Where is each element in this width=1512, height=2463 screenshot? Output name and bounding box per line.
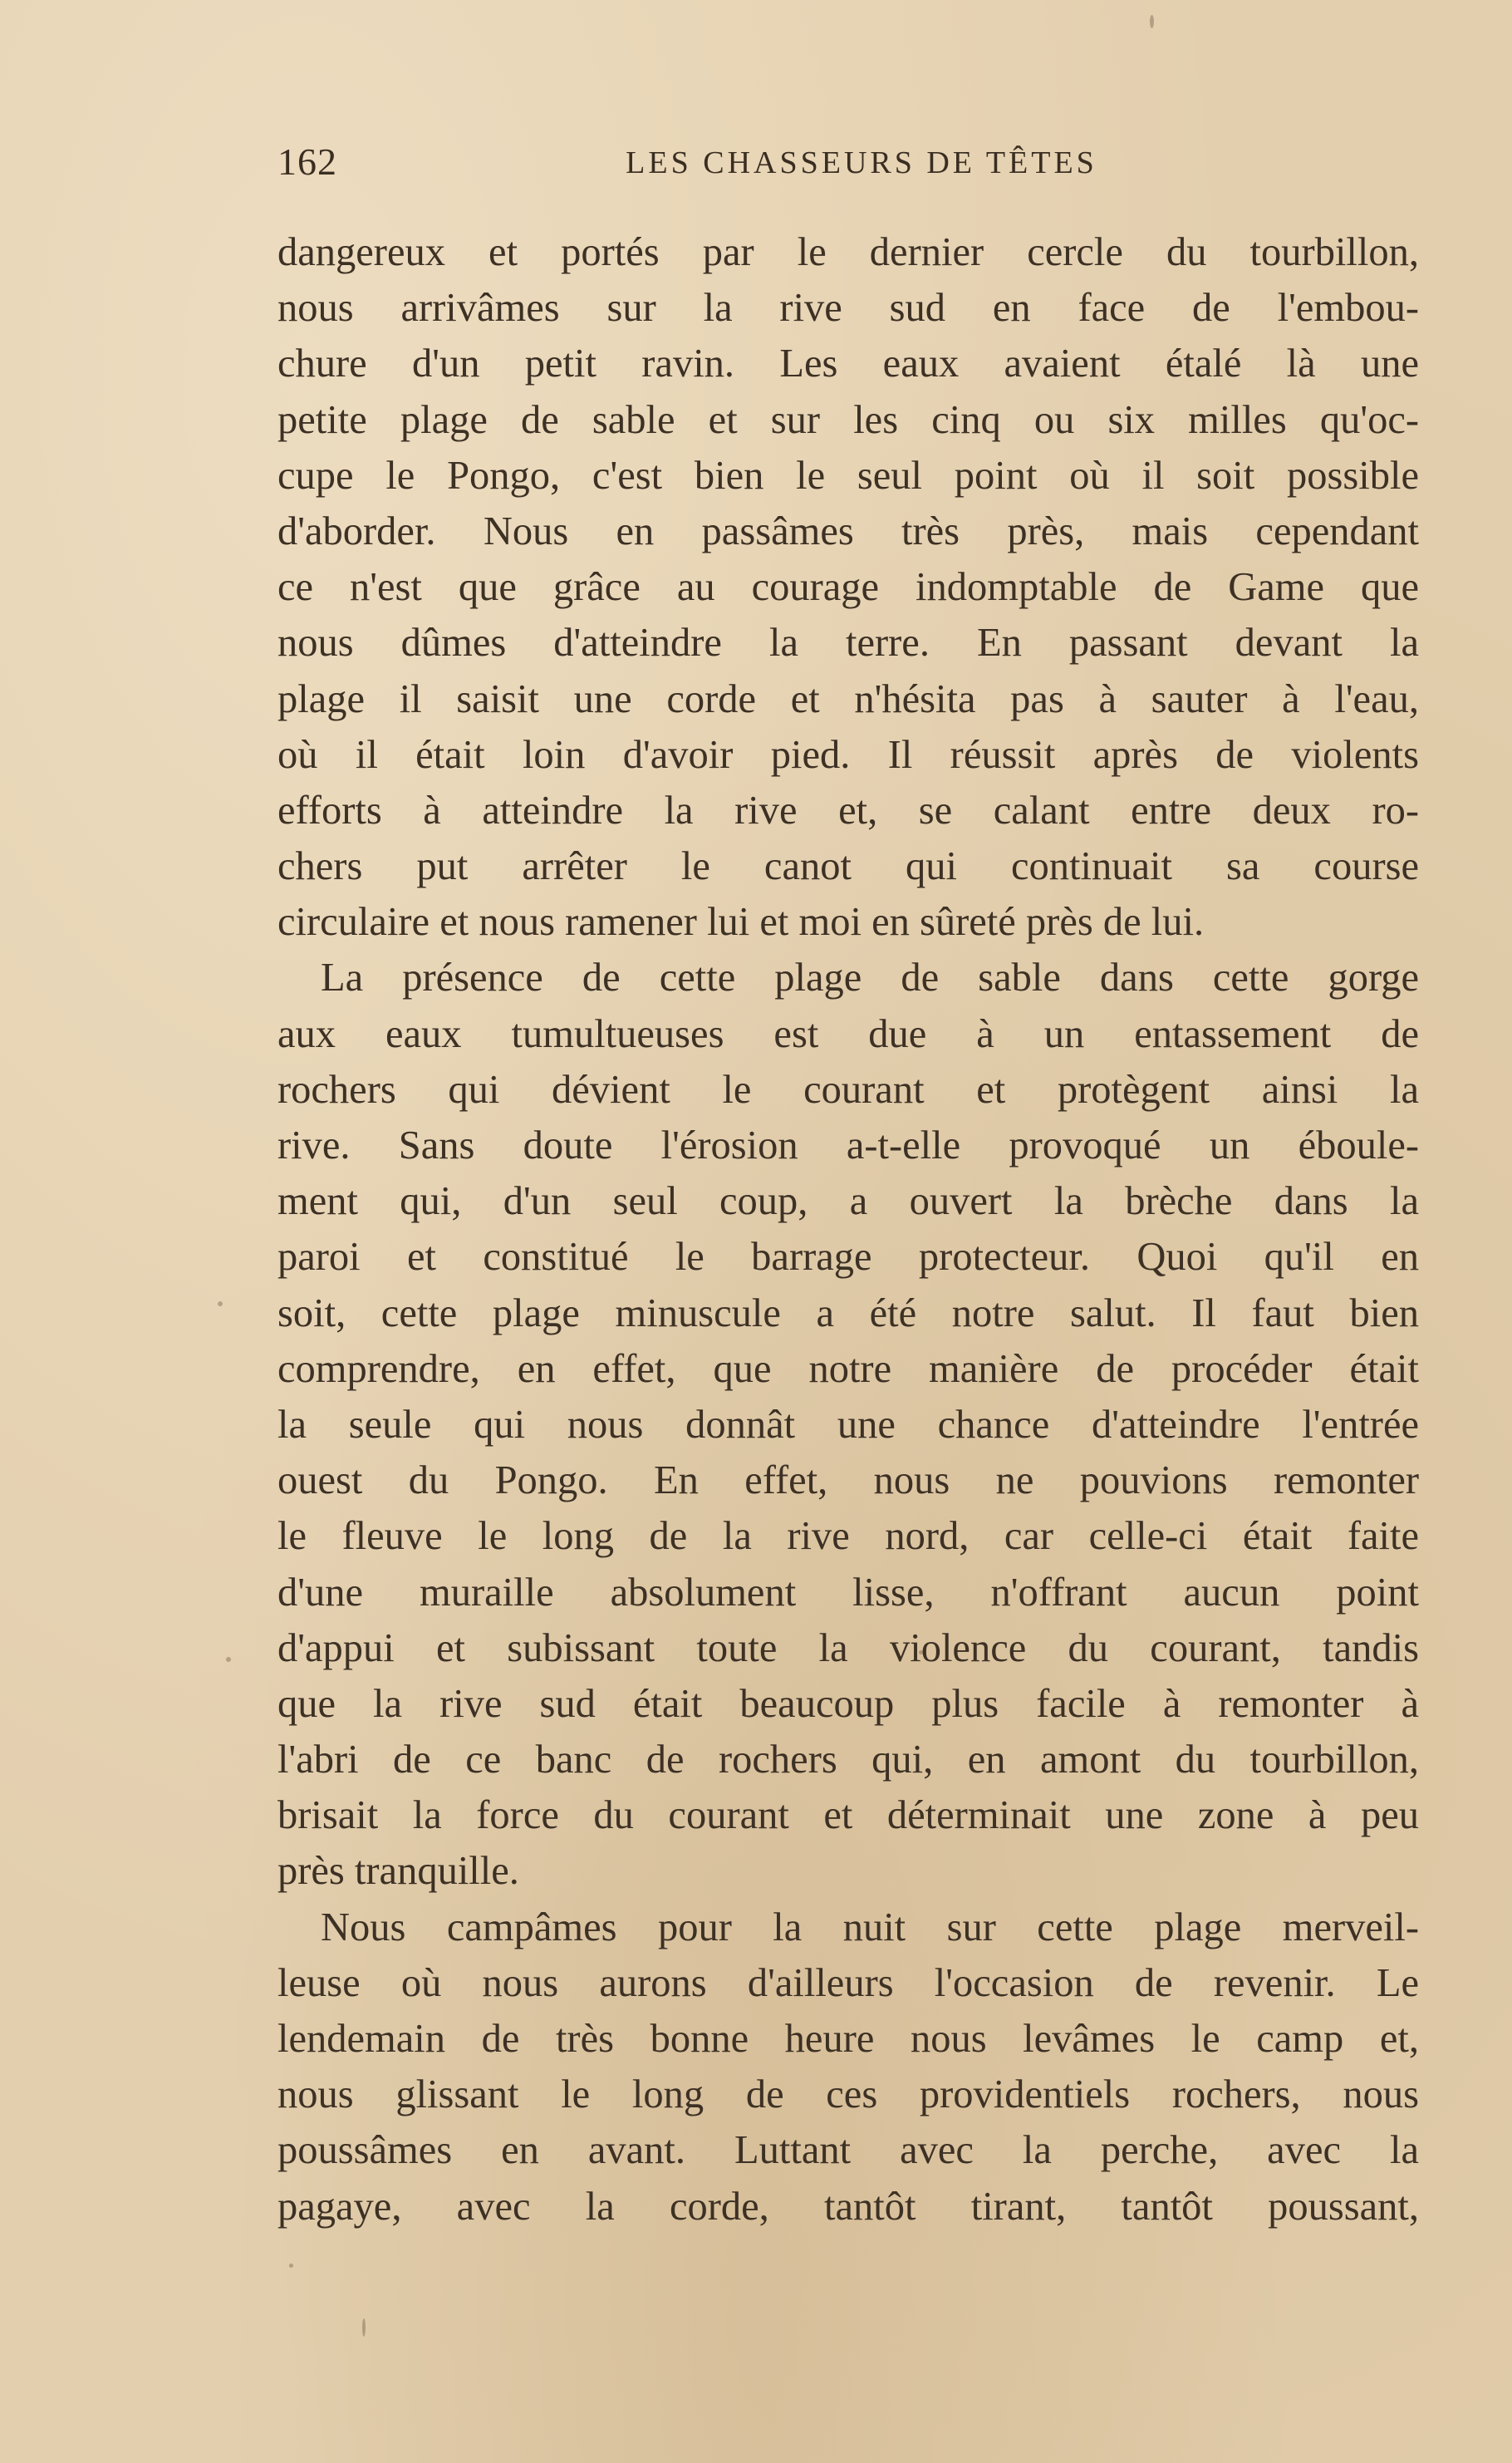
text-line: nous arrivâmes sur la rive sud en face de l'embou- [277, 286, 1419, 331]
paper-speck [919, 1650, 923, 1654]
paragraph-start-line: La présence de cette plage de sable dans cette gorge [321, 956, 1419, 1000]
text-line: le fleuve le long de la rive nord, car celle-ci était faite [277, 1514, 1419, 1559]
body-text [277, 224, 1419, 2234]
text-line: soit, cette plage minuscule a été notre salut. Il faut bien [277, 1290, 1419, 1335]
text-line: plage il saisit une corde et n'hésita pas à sauter à l'eau, [277, 676, 1419, 721]
text-line: ouest du Pongo. En effet, nous ne pouvions remonter [277, 1458, 1419, 1503]
text-line: cupe le Pongo, c'est bien le seul point où il soit possible [277, 453, 1419, 498]
paper-speck [226, 1657, 231, 1662]
text-line: paroi et constitué le barrage protecteur. Quoi qu'il en [277, 1235, 1419, 1280]
text-line: circulaire et nous ramener lui et moi en sûreté près de lui. [277, 900, 1205, 945]
paper-speck [289, 2264, 293, 2268]
text-line: aux eaux tumultueuses est due à un entassement de [277, 1011, 1419, 1056]
text-line: l'abri de ce banc de rochers qui, en amont du tourbillon, [277, 1738, 1419, 1782]
page-header [277, 140, 1429, 198]
text-line: que la rive sud était beaucoup plus facile à remonter à [277, 1681, 1419, 1726]
paper-speck [218, 1301, 223, 1306]
text-line: où il était loin d'avoir pied. Il réussit après de violents [277, 732, 1419, 777]
text-line: efforts à atteindre la rive et, se calant entre deux ro- [277, 788, 1419, 833]
text-line: lendemain de très bonne heure nous levâmes le camp et, [277, 2017, 1419, 2061]
text-line: chure d'un petit ravin. Les eaux avaient étalé là une [277, 342, 1419, 386]
running-title: LES CHASSEURS DE TÊTES [626, 145, 1097, 180]
text-line: d'aborder. Nous en passâmes très près, mais cependant [277, 509, 1419, 553]
text-line: dangereux et portés par le dernier cercle du tourbillon, [277, 230, 1419, 274]
text-line: la seule qui nous donnât une chance d'atteindre l'entrée [277, 1402, 1419, 1447]
text-line: leuse où nous aurons d'ailleurs l'occasion de revenir. Le [277, 1960, 1419, 2005]
text-line: comprendre, en effet, que notre manière de procéder était [277, 1346, 1419, 1391]
text-line: nous dûmes d'atteindre la terre. En passant devant la [277, 621, 1419, 666]
page-number: 162 [277, 140, 337, 183]
text-line: nous glissant le long de ces providentiels rochers, nous [277, 2072, 1419, 2117]
text-line: rive. Sans doute l'érosion a-t-elle provoqué un éboule- [277, 1123, 1419, 1168]
paragraph-start-line: Nous campâmes pour la nuit sur cette plage merveil- [321, 1905, 1419, 1949]
paper-speck [1150, 15, 1154, 28]
text-line: rochers qui dévient le courant et protègent ainsi la [277, 1067, 1419, 1112]
text-line: près tranquille. [277, 1849, 519, 1894]
text-line: d'appui et subissant toute la violence du courant, tandis [277, 1625, 1419, 1670]
text-line: ce n'est que grâce au courage indomptable de Game que [277, 565, 1419, 610]
text-line: brisait la force du courant et déterminait une zone à peu [277, 1793, 1419, 1838]
text-line: chers put arrêter le canot qui continuait sa course [277, 844, 1419, 889]
text-line: petite plage de sable et sur les cinq ou six milles qu'oc- [277, 397, 1419, 442]
text-line: d'une muraille absolument lisse, n'offrant aucun point [277, 1570, 1419, 1615]
text-line: poussâmes en avant. Luttant avec la perche, avec la [277, 2128, 1419, 2173]
paper-speck [362, 2318, 366, 2337]
text-line: pagaye, avec la corde, tantôt tirant, tantôt poussant, [277, 2184, 1419, 2229]
text-line: ment qui, d'un seul coup, a ouvert la brèche dans la [277, 1179, 1419, 1224]
